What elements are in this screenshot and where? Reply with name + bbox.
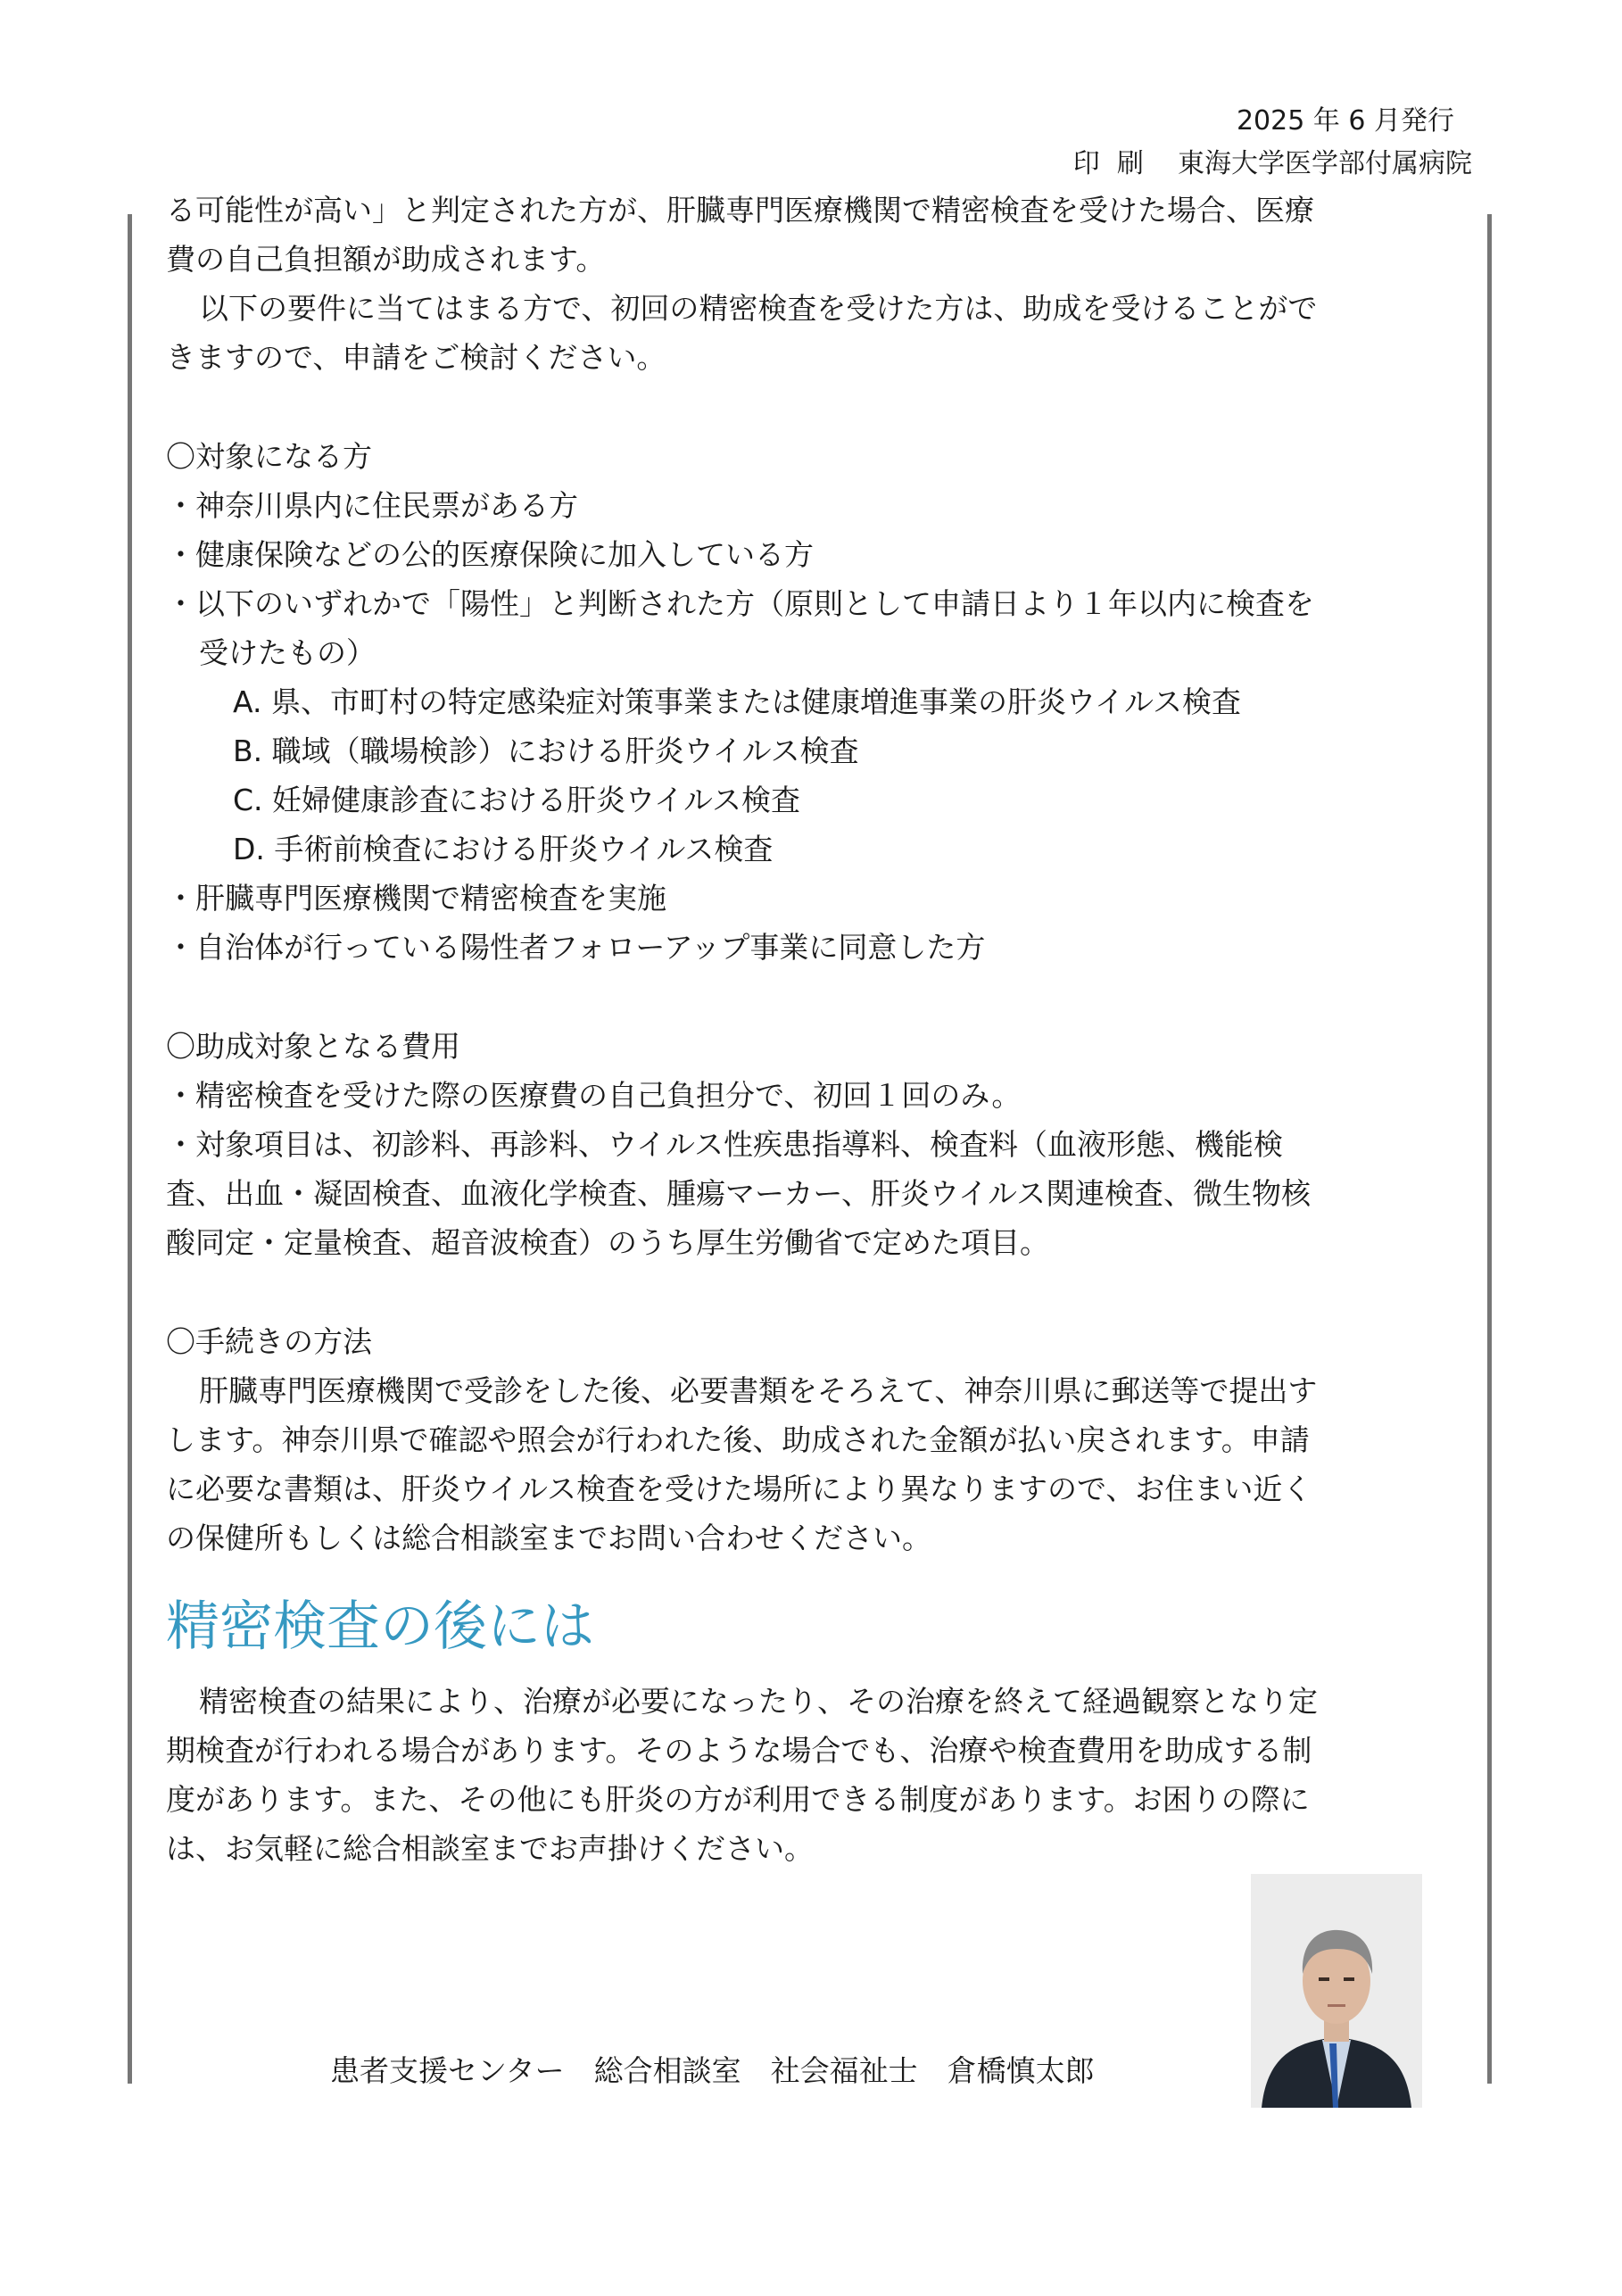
eligibility-item: ・肝臓専門医療機関で精密検査を実施 xyxy=(166,881,666,916)
after-line: は、お気軽に総合相談室までお声掛けください。 xyxy=(166,1831,814,1866)
eligibility-item: ・以下のいずれかで「陽性」と判断された方（原則として申請日より１年以内に検査を xyxy=(166,586,1314,621)
author-signature: 患者支援センター 総合相談室 社会福祉士 倉橋慎太郎 xyxy=(330,2053,1095,2088)
eligibility-item-continued: 受けたもの） xyxy=(199,635,376,670)
after-line: 期検査が行われる場合があります。そのような場合でも、治療や検査費用を助成する制 xyxy=(166,1733,1312,1768)
eligibility-sub-item: A. 県、市町村の特定感染症対策事業または健康増進事業の肝炎ウイルス検査 xyxy=(233,684,1241,719)
intro-line: 費の自己負担額が助成されます。 xyxy=(166,242,606,277)
eligibility-item: ・健康保険などの公的医療保険に加入している方 xyxy=(166,537,814,572)
author-photo xyxy=(1251,1874,1422,2108)
intro-line: る可能性が高い」と判定された方が、肝臓専門医療機関で精密検査を受けた場合、医療 xyxy=(166,193,1314,228)
article-body xyxy=(166,186,1458,1873)
eligibility-heading: 〇対象になる方 xyxy=(166,439,372,474)
eligibility-sub-item: C. 妊婦健康診査における肝炎ウイルス検査 xyxy=(233,783,801,817)
eligibility-item: ・自治体が行っている陽性者フォローアップ事業に同意した方 xyxy=(166,930,986,965)
eligibility-sub-item: D. 手術前検査における肝炎ウイルス検査 xyxy=(233,832,774,866)
after-line: 精密検査の結果により、治療が必要になったり、その治療を終えて経過観察となり定 xyxy=(199,1684,1318,1719)
right-border-rule xyxy=(1487,214,1492,2084)
costs-heading: 〇助成対象となる費用 xyxy=(166,1029,460,1064)
printer-credit: 印 刷 東海大学医学部付属病院 xyxy=(1072,148,1472,179)
eligibility-sub-item: B. 職域（職場検診）における肝炎ウイルス検査 xyxy=(233,734,859,768)
procedure-line: します。神奈川県で確認や照会が行われた後、助成された金額が払い戻されます。申請 xyxy=(166,1422,1310,1457)
eligibility-item: ・神奈川県内に住民票がある方 xyxy=(166,488,578,523)
intro-line: 以下の要件に当てはまる方で、初回の精密検査を受けた方は、助成を受けることがで xyxy=(199,291,1318,326)
intro-line: きますので、申請をご検討ください。 xyxy=(166,340,666,375)
costs-line: ・精密検査を受けた際の医療費の自己負担分で、初回１回のみ。 xyxy=(166,1078,1022,1113)
procedure-line: の保健所もしくは総合相談室までお問い合わせください。 xyxy=(166,1521,931,1555)
costs-line: 査、出血・凝固検査、血液化学検査、腫瘍マーカー、肝炎ウイルス関連検査、微生物核 xyxy=(166,1176,1312,1211)
costs-line: 酸同定・定量検査、超音波検査）のうち厚生労働省で定めた項目。 xyxy=(166,1225,1049,1260)
procedure-heading: 〇手続きの方法 xyxy=(166,1324,372,1359)
procedure-line: に必要な書類は、肝炎ウイルス検査を受けた場所により異なりますので、お住まい近く xyxy=(166,1471,1312,1506)
left-border-rule xyxy=(128,214,132,2084)
publication-date: 2025 年 6 月発行 xyxy=(1236,105,1454,137)
procedure-line: 肝臓専門医療機関で受診をした後、必要書類をそろえて、神奈川県に郵送等で提出す xyxy=(199,1373,1318,1408)
after-line: 度があります。また、その他にも肝炎の方が利用できる制度があります。お困りの際に xyxy=(166,1782,1310,1817)
section-title-after-exam: 精密検査の後には xyxy=(166,1596,594,1658)
costs-line: ・対象項目は、初診料、再診料、ウイルス性疾患指導料、検査料（血液形態、機能検 xyxy=(166,1127,1284,1162)
